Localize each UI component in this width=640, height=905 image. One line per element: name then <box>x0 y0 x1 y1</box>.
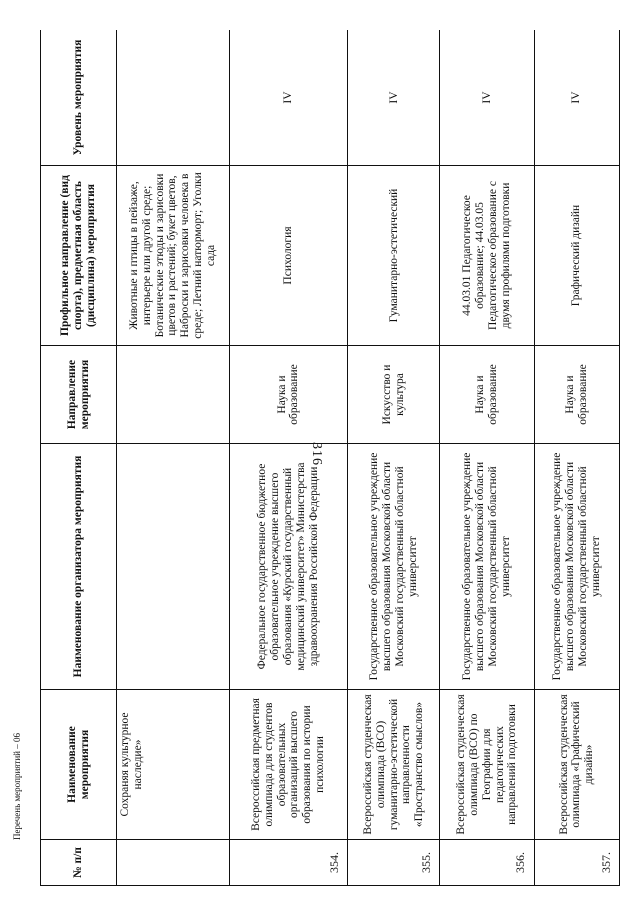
cell-organizer <box>117 444 229 690</box>
cell-profile: Графический дизайн <box>534 166 619 346</box>
cell-direction: Наука и образование <box>534 346 619 444</box>
cell-organizer: Государственное образовательное учреждение высшего образования Московской области Московский государственный областной университет <box>348 444 440 690</box>
cell-num: 356. <box>440 840 534 886</box>
events-table-container <box>40 30 620 886</box>
cell-profile: Психология <box>229 166 348 346</box>
cell-num: 355. <box>348 840 440 886</box>
cell-num: 357. <box>534 840 619 886</box>
cell-level: IV <box>534 30 619 166</box>
cell-direction: Наука и образование <box>440 346 534 444</box>
header-event-name: Наименование мероприятия <box>41 690 117 840</box>
cell-profile: Гуманитарно-эстетический <box>348 166 440 346</box>
footer-caption: Перечень мероприятий – 06 <box>12 733 22 840</box>
cell-num <box>117 840 229 886</box>
cell-profile: Животные и птицы в пейзаже, интерьере или другой среде; Ботанические этюды и зарисовки цветов и растений; букет цветов, Наброски и зарисовки человека в среде; Летний натюрморт; Уголки сада <box>117 166 229 346</box>
cell-event-name: Всероссийская студенческая олимпиада (ВСО) по Географии для педагогических направлений подготовки <box>440 690 534 840</box>
cell-event-name: Всероссийская студенческая олимпиада (ВСО) гуманитарно-эстетической направленности «Пространство смыслов» <box>348 690 440 840</box>
cell-profile: 44.03.01 Педагогическое образование; 44.03.05 Педагогическое образование с двумя профилями подготовки <box>440 166 534 346</box>
cell-organizer: Государственное образовательное учреждение высшего образования Московской области Московский государственный областной университет <box>534 444 619 690</box>
cell-event-name: Сохраняя культурное наследие» <box>117 690 229 840</box>
cell-level <box>117 30 229 166</box>
cell-direction <box>117 346 229 444</box>
cell-direction: Искусство и культура <box>348 346 440 444</box>
events-table <box>40 30 620 886</box>
cell-organizer: Федеральное государственное бюджетное образовательное учреждение высшего образования «Курский государственный медицинский университет» Министерства здравоохранения Российской Федерации <box>229 444 348 690</box>
cell-num: 354. <box>229 840 348 886</box>
cell-event-name: Всероссийская студенческая олимпиада «Графический дизайн» <box>534 690 619 840</box>
table-row <box>229 30 348 886</box>
cell-level: IV <box>440 30 534 166</box>
table-row <box>117 30 229 886</box>
table-header-row <box>41 30 117 886</box>
rotated-table-frame <box>40 30 620 886</box>
header-direction: Направление мероприятия <box>41 346 117 444</box>
cell-event-name: Всероссийская предметная олимпиада для студентов образовательных организаций высшего образования по истории психологии <box>229 690 348 840</box>
table-row <box>440 30 534 886</box>
cell-level: IV <box>229 30 348 166</box>
table-row <box>348 30 440 886</box>
cell-organizer: Государственное образовательное учреждение высшего образования Московской области Московский государственный областной университет <box>440 444 534 690</box>
header-level: Уровень мероприятия <box>41 30 117 166</box>
cell-level: IV <box>348 30 440 166</box>
table-row <box>534 30 619 886</box>
cell-direction: Наука и образование <box>229 346 348 444</box>
page-number: 316 <box>309 442 324 466</box>
header-num: № п/п <box>41 840 117 886</box>
header-profile: Профильное направление (вид спорта), предметная область (дисциплина) мероприятия <box>41 166 117 346</box>
header-organizer: Наименование организатора мероприятия <box>41 444 117 690</box>
